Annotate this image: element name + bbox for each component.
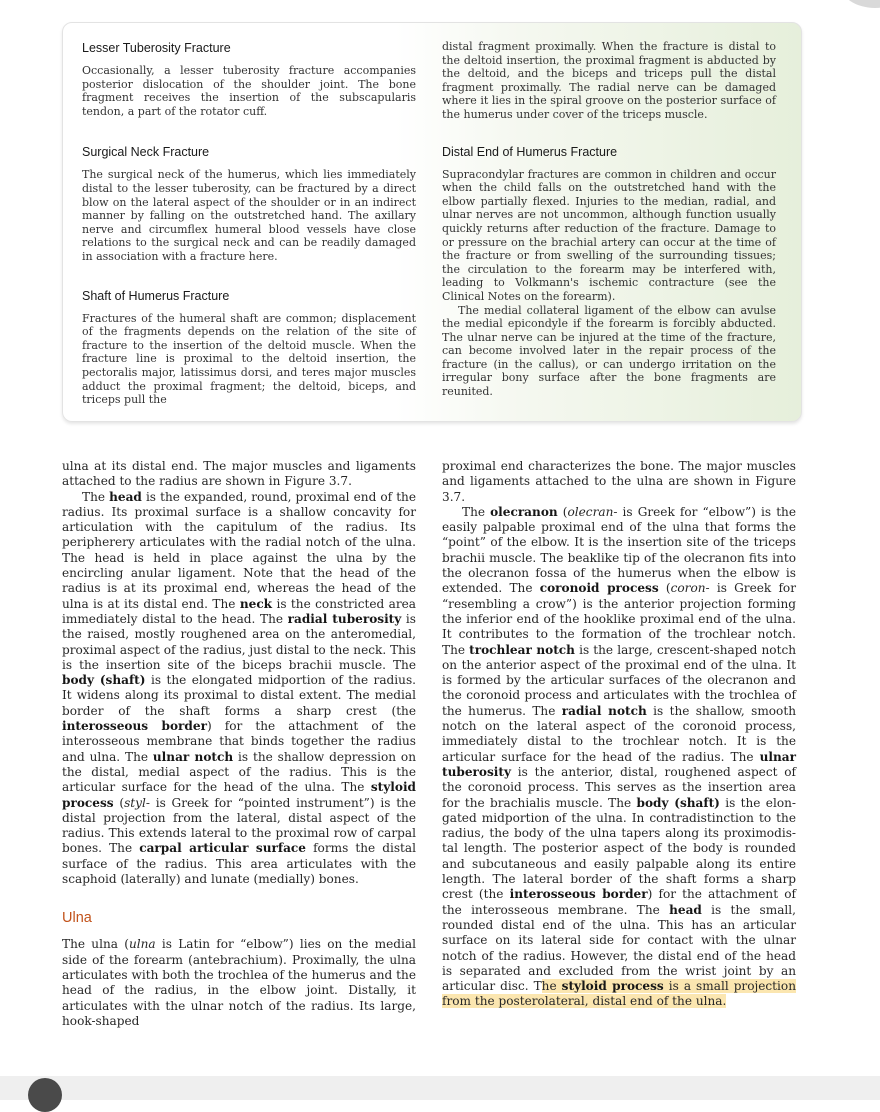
avatar[interactable]	[28, 1078, 62, 1112]
surgical-neck-text: The surgical neck of the humerus, which lies immediately distal to the lesser tuberosity, can be fractured by a direct blow on the lateral aspect of the shoulder or in an indirect manner by falling on the outstretched hand. The axillary nerve and circumflex humeral blood vessels have close relations to the surgical neck and can be readily damaged in association with a fracture here.	[82, 168, 416, 263]
term-radial-tuberosity: radial tuberosity	[287, 611, 402, 626]
shaft-fracture-heading: Shaft of Humerus Fracture	[82, 288, 230, 303]
radius-description-paragraph: The head is the expanded, round, proximal end of the radius. Its proximal surface is a shallow concavity for articulation with the capitulum of the radius. Its peripherery articulates with the radial notch of the ulna. The head is held in place against the ulna by the encircling anular ligament. Note that the head of the radius is at its proximal end, whereas the head of the ulna is at its distal end. The neck is the constricted area immediately distal to the head. The radial tuberosity is the raised, mostly roughened area on the anteromedial, proximal aspect of the radius, just distal to the neck. This is the insertion site of the biceps brachii muscle. The body (shaft) is the elongated midportion of the radius. It widens along its proximal to distal extent. The medial border of the shaft forms a sharp crest (the interosseous border) for the attachment of the interosseous membrane that binds together the radius and ulna. The ulnar notch is the shallow depression on the distal, medial aspect of the radius. This is the articular surface for the head of the ulna. The styloid process (styl- is Greek for “pointed instrument”) is the distal projection from the lateral, distal aspect of the radius. This extends lateral to the proximal row of carpal bones. The carpal articular surface forms the distal surface of the radius. This area articulates with the scaphoid (laterally) and lunate (medially) bones.	[62, 489, 417, 887]
term-ulna-head: head	[669, 902, 702, 917]
term-coronoid-process: coronoid process	[539, 581, 659, 596]
term-radial-notch: radial notch	[561, 703, 647, 718]
ulna-intro-paragraph: The ulna (ulna is Latin for “elbow”) lies on the medial side of the forearm (antebrachium). Proximally, the ulna articulates with both the trochlea of the humerus and the head of the radius, in the elbow joint. Distally, it articulates with the ulnar notch of the radius. Its large, hook-shaped	[62, 937, 416, 1028]
main-left-column	[62, 459, 416, 1029]
term-body-shaft: body (shaft)	[62, 673, 146, 688]
radius-intro-paragraph: ulna at its distal end. The major muscles and ligaments attached to the radius are shown in Figure 3.7.	[62, 459, 416, 489]
lesser-tuberosity-text: Occasionally, a lesser tuberosity fracture accompanies posterior dislocation of the shoulder joint. The bone fragment receives the insertion of the subscapularis tendon, a part of the rotator cuff.	[82, 64, 416, 118]
ulna-proximal-paragraph: proximal end characterizes the bone. The major muscles and ligaments attached to the ulna are shown in Figure 3.7.	[442, 459, 796, 504]
term-ulna-styloid-process: styloid process	[561, 979, 664, 994]
term-olecranon: olecranon	[490, 504, 558, 519]
term-neck: neck	[239, 596, 273, 611]
term-carpal-articular-surface: carpal articular surface	[139, 841, 306, 856]
lesser-tuberosity-heading: Lesser Tuberosity Fracture	[82, 41, 231, 55]
main-right-column	[442, 459, 796, 1010]
distal-humerus-text-1: Supracondylar fractures are common in children and occur when the child falls on the outstretched hand with the elbow partially flexed. Injuries to the median, radial, and ulnar nerves are not uncommon, although function usually quickly returns after reduction of the fracture. Damage to or pressure on the brachial artery can occur at the time of the fracture or from swelling of the surrounding tissues; the circulation to the forearm may be interfered with, leading to Volkmann's ischemic contracture (see the Clinical Notes on the forearm).	[442, 167, 776, 303]
shaft-fracture-text: Fractures of the humeral shaft are common; displacement of the fragments depends on the relation of the site of fracture to the insertion of the deltoid muscle. When the fracture line is proximal to the deltoid insertion, the pectoralis major, latissimus dorsi, and teres major muscles adduct the proximal fragment; the deltoid, biceps, and triceps pull the	[82, 311, 416, 407]
ulna-section-heading: Ulna	[62, 910, 92, 927]
page-curl-shadow	[840, 0, 880, 8]
bottom-toolbar-strip	[0, 1076, 880, 1100]
term-ulna-interosseous-border: interosseous border	[509, 887, 648, 902]
surgical-neck-heading: Surgical Neck Fracture	[82, 145, 210, 160]
term-head: head	[109, 489, 142, 504]
distal-humerus-heading: Distal End of Humerus Fracture	[442, 144, 618, 159]
highlighted-text[interactable]: he styloid process is a small projection from the posterolateral, distal end of the ulna.	[442, 979, 796, 1009]
shaft-fracture-continued: distal fragment proximally. When the fracture is distal to the deltoid insertion, the proximal fragment is abducted by the deltoid, and the biceps and triceps pull the distal fragment proximally. The radial nerve can be damaged where it lies in the spiral groove on the posterior surface of the humerus under cover of the triceps muscle.	[442, 40, 776, 121]
ulna-description-paragraph: The olecranon (olecran- is Greek for “elbow”) is the easily palpable proximal end of the ulna that forms the “point” of the elbow. It is the insertion site of the triceps brachii muscle. The beaklike tip of the olecranon fits into the olecranon fossa of the humerus when the elbow is extended. The coronoid process (coron- is Greek for “resembling a crow”) is the anterior projection forming the inferior end of the hooklike proximal end of the ulna. It contributes to the formation of the trochlear notch. The trochlear notch is the large, crescent-shaped notch on the anterior aspect of the proximal end of the ulna. It is formed by the articular surfaces of the olecranon and the coronoid process and articulates with the trochlea of the humerus. The radial notch is the shallow, smooth notch on the lateral aspect of the coronoid process, immediately distal to the trochlear notch. It is the articular surface for the head of the radius. The ulnar tuberosity is the anterior, distal, roughened aspect of the coronoid process. This serves as the insertion area for the brachialis muscle. The body (shaft) is the elongated midportion of the ulna. In contradistinction to the radius, the body of the ulna tapers along its proximodistal length. The posterior aspect of the body is rounded and subcutaneous and easily palpable along its entire length. The lateral border of the shaft forms a sharp crest (the interosseous border) for the attachment of the interosseous membrane. The head is the small, rounded distal end of the ulna. This has an articular surface on its lateral side for contact with the ulnar notch of the radius. However, the distal end of the head is separated and excluded from the wrist joint by an articular disc. The styloid process is a small projection from the posterolateral, distal end of the ulna.	[442, 504, 797, 1009]
term-trochlear-notch: trochlear notch	[469, 642, 575, 657]
term-ulnar-tuberosity: ulnar tuberosity	[442, 749, 796, 779]
clinical-notes-right-column	[442, 40, 776, 399]
term-styloid-process: styloid process	[62, 780, 416, 810]
term-ulna-body-shaft: body (shaft)	[636, 795, 720, 810]
term-interosseous-border: interosseous border	[62, 719, 207, 734]
term-ulnar-notch: ulnar notch	[152, 749, 234, 764]
clinical-notes-left-column	[82, 40, 416, 407]
distal-humerus-text-2: The medial collateral ligament of the elbow can avulse the medial epicondyle if the forearm is forcibly abducted. The ulnar nerve can be injured at the time of the fracture, can become involved later in the repair process of the fracture (in the callus), or can undergo irritation on the irregular bony surface after the bone fragments are reunited.	[442, 303, 776, 399]
